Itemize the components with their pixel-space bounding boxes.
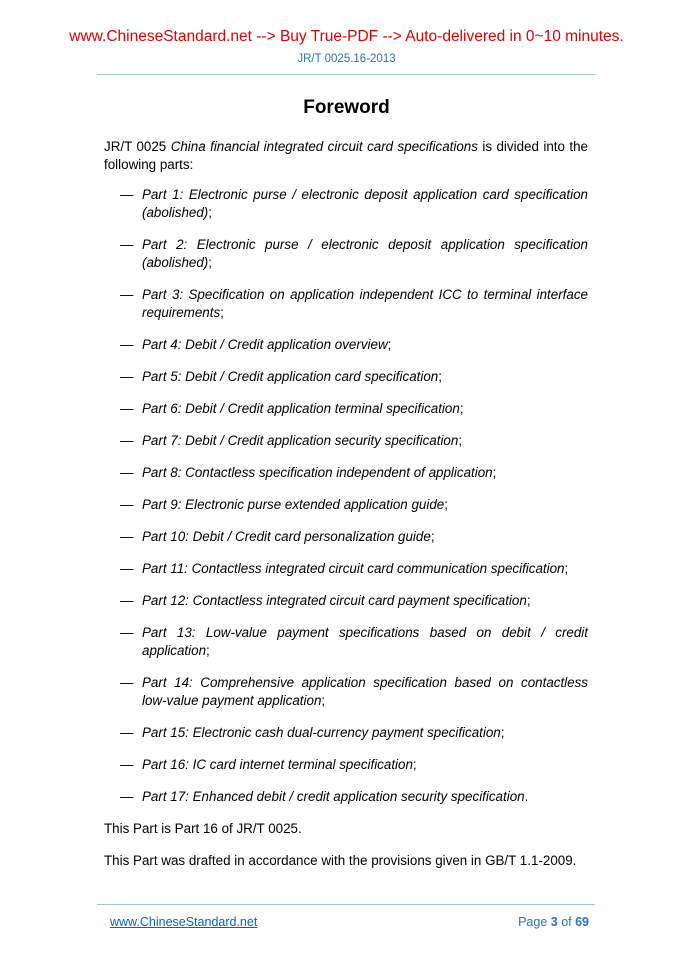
part-punctuation: ; [220, 305, 224, 320]
footer-divider [97, 904, 595, 905]
part-title: Part 3: Specification on application independent ICC to terminal interface requirements [142, 287, 588, 320]
part-punctuation: ; [412, 757, 417, 772]
list-item [104, 756, 588, 774]
part-punctuation: ; [459, 401, 464, 416]
part-title: Part 2: Electronic purse / electronic deposit application specification (abolished) [142, 237, 588, 270]
page-label: Page [518, 915, 551, 929]
part-title: Part 15: Electronic cash dual-currency payment specification [142, 725, 501, 740]
list-item [104, 592, 588, 610]
foreword-body [104, 138, 588, 870]
list-item [104, 236, 588, 272]
dash-bullet: — [120, 593, 134, 608]
dash-bullet: — [120, 789, 134, 804]
list-item [104, 336, 588, 354]
part-punctuation: ; [526, 593, 531, 608]
dash-bullet: — [120, 625, 134, 640]
list-item [104, 560, 588, 578]
dash-bullet: — [120, 725, 134, 740]
intro-prefix: JR/T 0025 [104, 139, 171, 154]
part-statement: This Part is Part 16 of JR/T 0025. [104, 821, 302, 836]
list-item [104, 286, 588, 322]
part-title: Part 4: Debit / Credit application overview [142, 337, 388, 352]
page-of: of [557, 915, 576, 929]
list-item [104, 368, 588, 386]
list-item [104, 496, 588, 514]
part-title: Part 12: Contactless integrated circuit card payment specification [142, 593, 527, 608]
dash-bullet: — [120, 529, 134, 544]
header-divider [97, 74, 595, 75]
list-item [104, 624, 588, 660]
dash-bullet: — [120, 561, 134, 576]
part-title: Part 7: Debit / Credit application security specification [142, 433, 459, 448]
part-title: Part 13: Low-value payment specifications based on debit / credit application [142, 625, 588, 658]
list-item [104, 528, 588, 546]
dash-bullet: — [120, 465, 134, 480]
part-title: Part 5: Debit / Credit application card specification [142, 369, 439, 384]
intro-paragraph [104, 138, 588, 174]
list-item [104, 724, 588, 742]
dash-bullet: — [120, 675, 134, 690]
part-title: Part 6: Debit / Credit application terminal specification [142, 401, 460, 416]
dash-bullet: — [120, 401, 134, 416]
part-title: Part 1: Electronic purse / electronic deposit application card specification (abolished) [142, 187, 588, 220]
part-title: Part 10: Debit / Credit card personalization guide [142, 529, 431, 544]
part-title: Part 16: IC card internet terminal specification [142, 757, 413, 772]
list-item [104, 432, 588, 450]
part-title: Part 17: Enhanced debit / credit application security specification [142, 789, 525, 804]
footer-site-link[interactable]: www.ChineseStandard.net [110, 915, 258, 929]
dash-bullet: — [120, 187, 134, 202]
document-id: JR/T 0025.16-2013 [297, 53, 396, 65]
part-punctuation: ; [321, 693, 326, 708]
promo-banner[interactable]: www.ChineseStandard.net --> Buy True-PDF --> Auto-delivered in 0~10 minutes. [69, 28, 624, 45]
part-punctuation: ; [444, 497, 448, 512]
part-punctuation: ; [208, 255, 212, 270]
intro-italic-title: China financial integrated circuit card specifications [170, 139, 478, 154]
dash-bullet: — [120, 237, 134, 252]
part-punctuation: ; [208, 205, 212, 220]
dash-bullet: — [120, 287, 134, 302]
list-item [104, 400, 588, 418]
part-title: Part 14: Comprehensive application specification based on contactless low-value payment application [142, 675, 588, 708]
intro-suffix: is divided into the following parts: [104, 139, 588, 172]
part-punctuation: ; [430, 529, 435, 544]
list-item [104, 186, 588, 222]
page-title: Foreword [303, 97, 390, 118]
list-item [104, 674, 588, 710]
part-punctuation: ; [500, 725, 505, 740]
dash-bullet: — [120, 433, 134, 448]
part-punctuation: ; [564, 561, 569, 576]
page-total: 69 [575, 915, 589, 929]
part-title: Part 9: Electronic purse extended application guide [142, 497, 445, 512]
parts-list [104, 186, 588, 806]
list-item [104, 464, 588, 482]
part-punctuation: ; [458, 433, 463, 448]
page-number [518, 914, 589, 930]
part-title: Part 8: Contactless specification independent of application [142, 465, 493, 480]
page-current: 3 [550, 915, 558, 929]
dash-bullet: — [120, 369, 134, 384]
part-punctuation: ; [206, 643, 210, 658]
part-punctuation: ; [387, 337, 392, 352]
part-title: Part 11: Contactless integrated circuit card communication specification [142, 561, 565, 576]
dash-bullet: — [120, 337, 134, 352]
part-punctuation: ; [438, 369, 442, 384]
list-item [104, 788, 588, 806]
part-punctuation: . [524, 789, 529, 804]
drafting-statement: This Part was drafted in accordance with the provisions given in GB/T 1.1-2009. [104, 853, 577, 868]
dash-bullet: — [120, 757, 134, 772]
dash-bullet: — [120, 497, 134, 512]
part-punctuation: ; [492, 465, 497, 480]
